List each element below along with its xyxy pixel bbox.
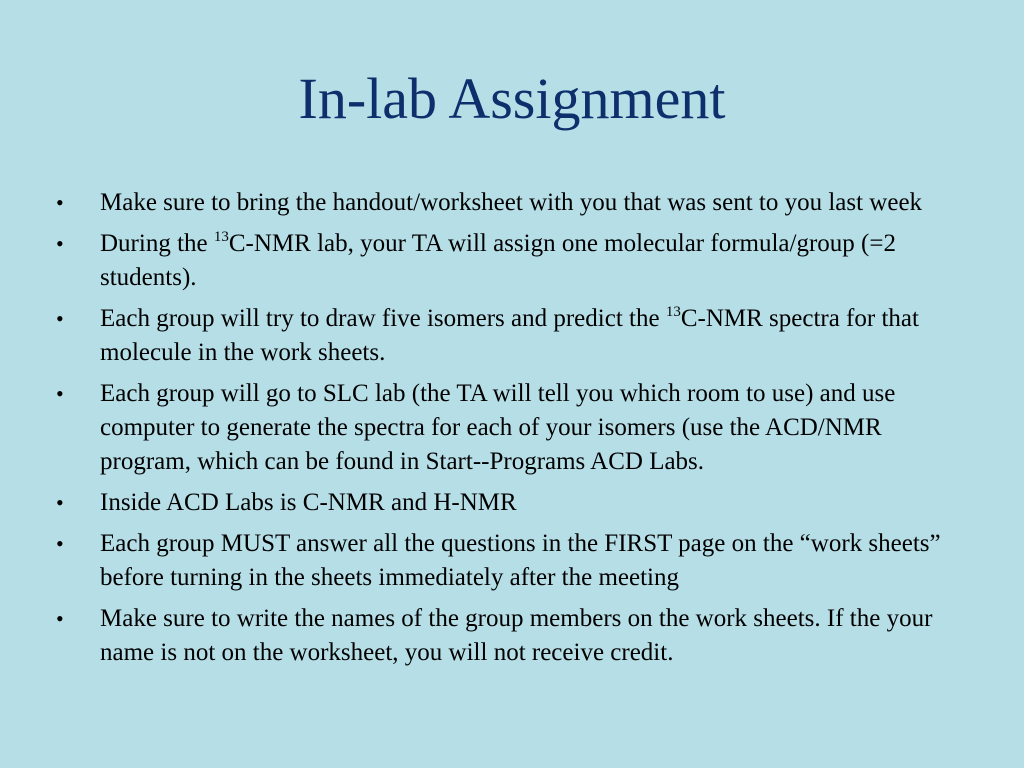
bullet-text: Each group MUST answer all the questions in the FIRST page on the “work sheets” before turning in the sheets immediately after the meeting	[100, 530, 941, 591]
bullet-text: Each group will go to SLC lab (the TA will tell you which room to use) and use computer to generate the spectra for each of your isomers (use the ACD/NMR program, which can be found in Start--Programs ACD Labs.	[100, 380, 896, 475]
bullet-icon: •	[56, 231, 64, 256]
bullet-icon: •	[56, 490, 64, 515]
superscript: 13	[665, 304, 681, 320]
bullet-icon: •	[56, 306, 64, 331]
bullet-item	[56, 227, 976, 295]
bullet-text: Make sure to bring the handout/worksheet with you that was sent to you last week	[100, 189, 923, 216]
bullet-icon: •	[56, 531, 64, 556]
bullet-item	[56, 602, 976, 670]
bullet-item	[56, 486, 976, 520]
bullet-list	[56, 186, 976, 677]
bullet-item	[56, 527, 976, 595]
slide-title: In-lab Assignment	[298, 66, 726, 131]
bullet-icon: •	[56, 381, 64, 406]
bullet-item	[56, 302, 976, 370]
bullet-text-post: C-NMR lab, your TA will assign one molecular formula/group (=2 students).	[100, 230, 896, 291]
bullet-icon: •	[56, 190, 64, 215]
bullet-icon: •	[56, 606, 64, 631]
bullet-item	[56, 377, 976, 479]
superscript: 13	[213, 229, 229, 245]
bullet-item	[56, 186, 976, 220]
bullet-text-pre: During the	[100, 230, 214, 257]
bullet-text-post: C-NMR spectra for that molecule in the work sheets.	[100, 305, 919, 366]
bullet-text-pre: Each group will try to draw five isomers and predict the	[100, 305, 666, 332]
bullet-text: Make sure to write the names of the group members on the work sheets. If the your name is not on the worksheet, you will not receive credit.	[100, 605, 933, 666]
bullet-text: Inside ACD Labs is C-NMR and H-NMR	[100, 489, 517, 516]
